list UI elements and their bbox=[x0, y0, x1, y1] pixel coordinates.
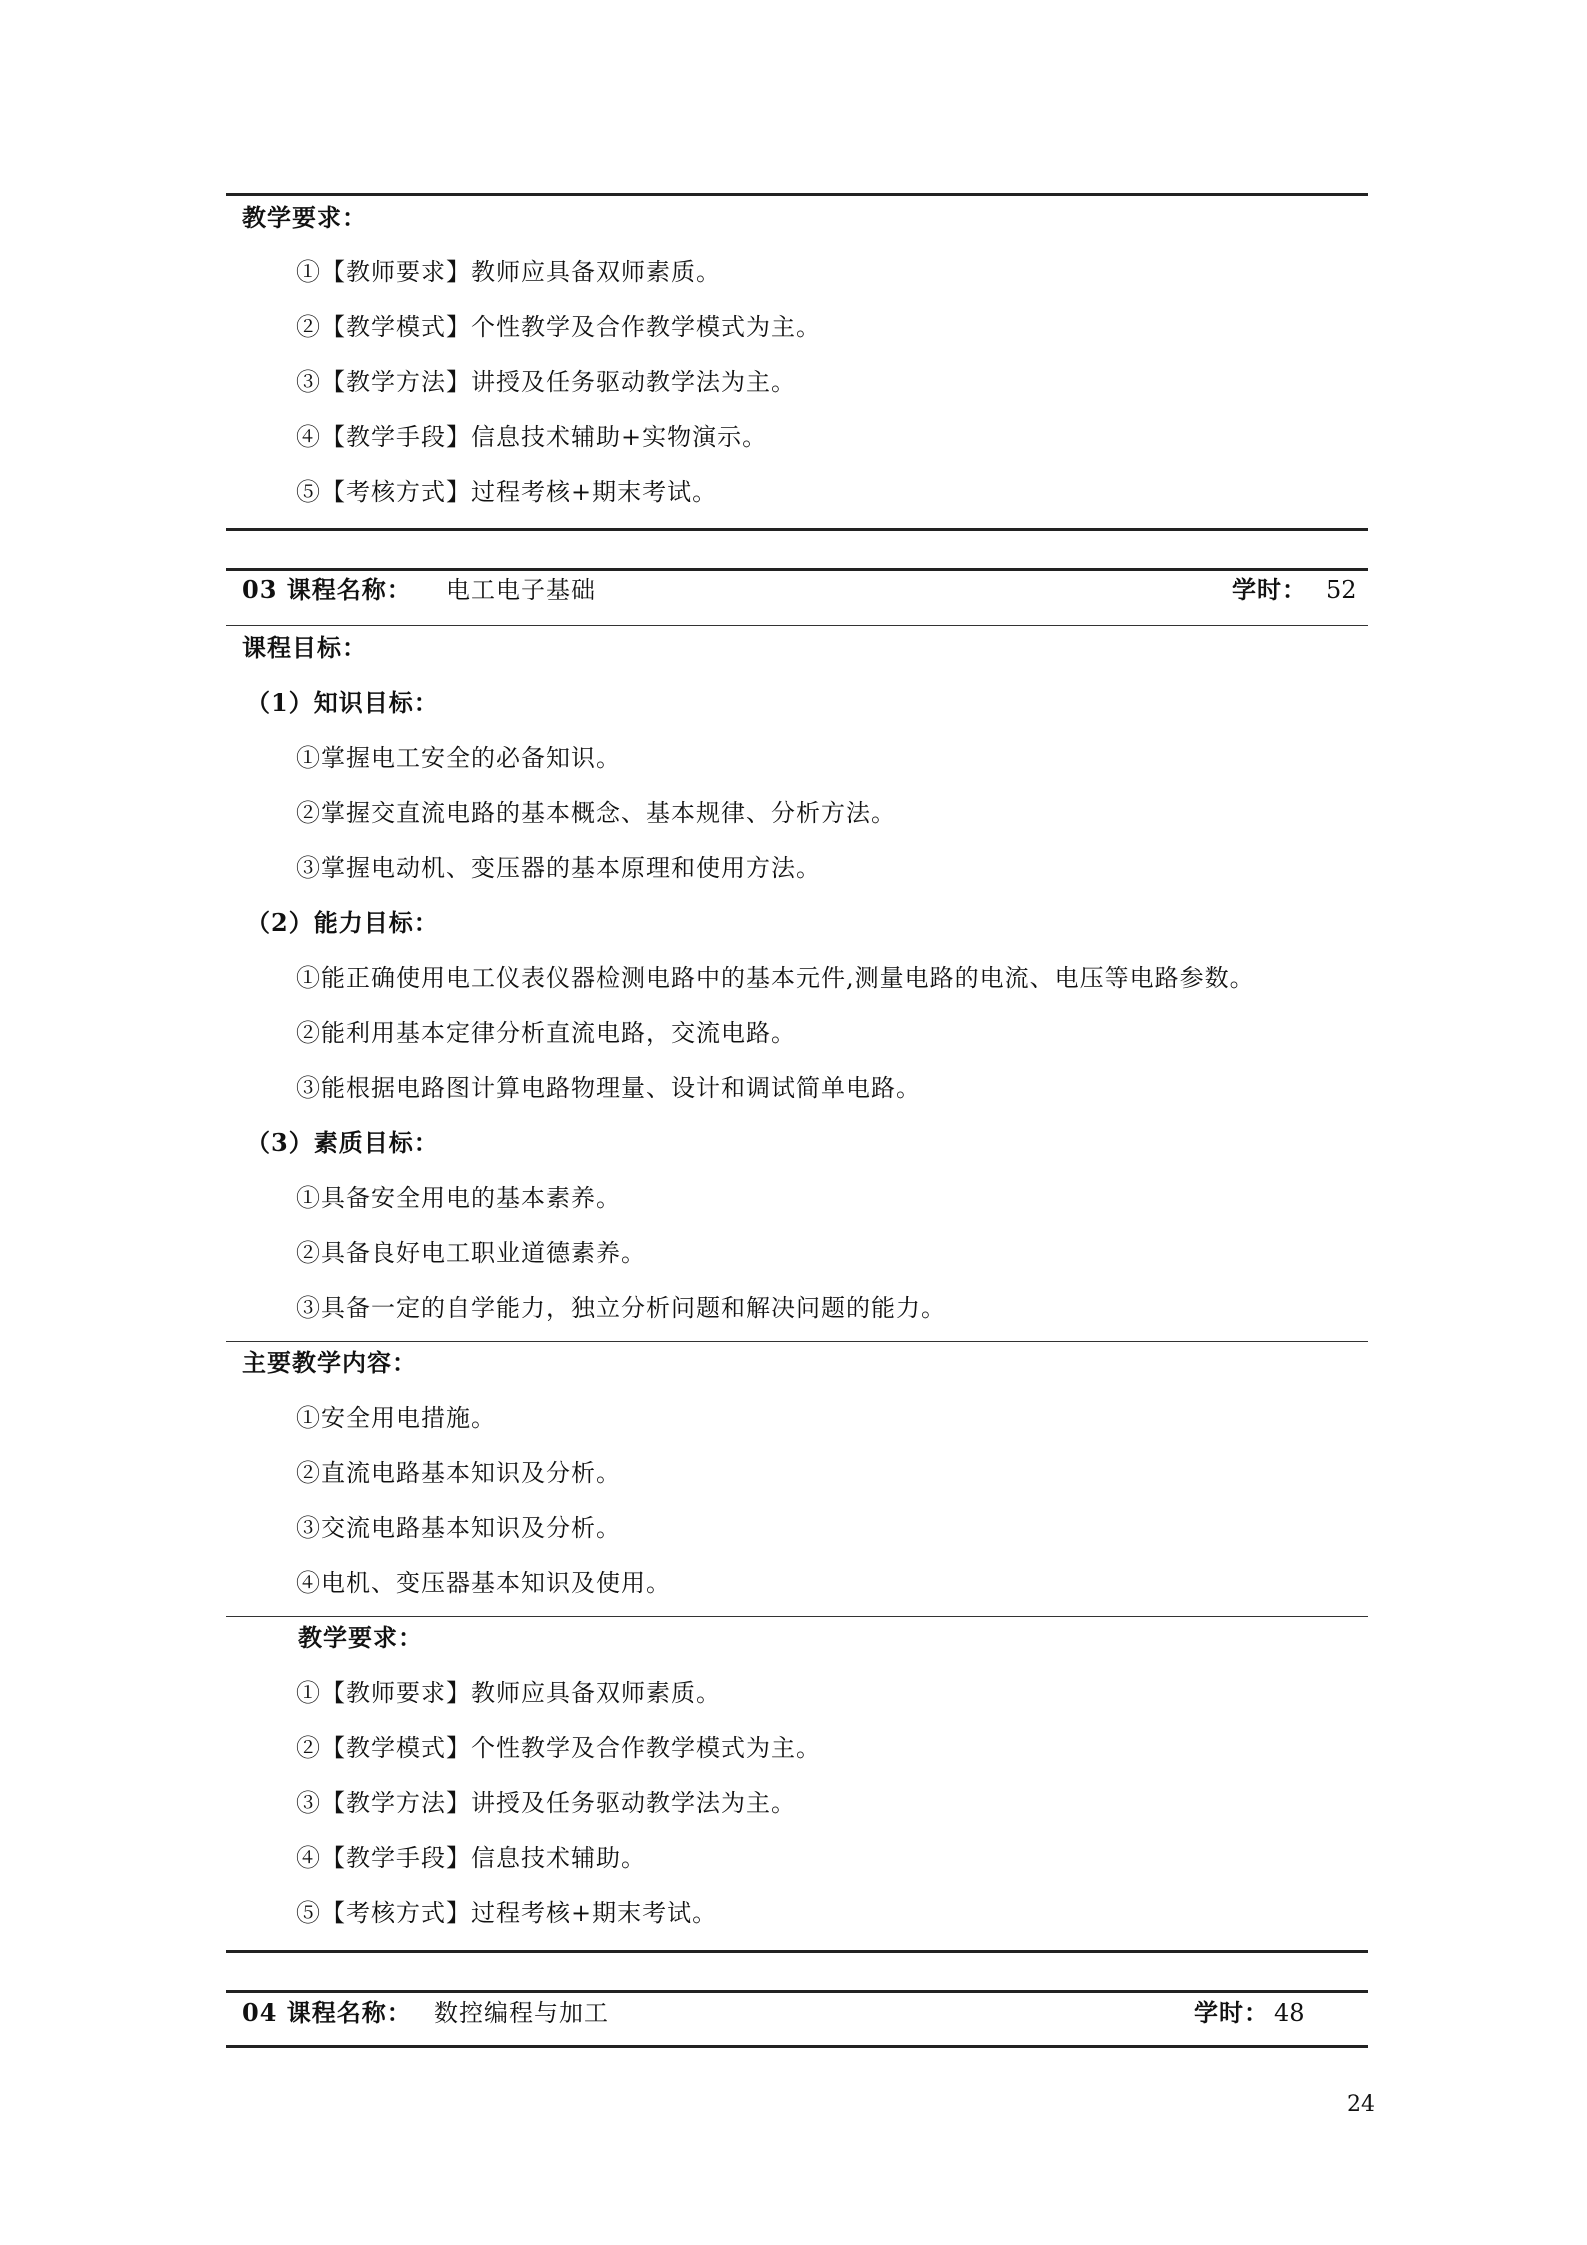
section-divider bbox=[226, 1341, 1368, 1342]
document-page bbox=[226, 0, 1368, 2245]
ability-objectives-title: （2）能力目标： bbox=[246, 908, 439, 937]
course-name: 电工电子基础 bbox=[446, 576, 596, 604]
objective-item: ③具备一定的自学能力，独立分析问题和解决问题的能力。 bbox=[296, 1294, 946, 1322]
knowledge-objectives-title: （1）知识目标： bbox=[246, 688, 439, 717]
section-divider bbox=[226, 1616, 1368, 1617]
course-header-top-rule bbox=[226, 568, 1368, 571]
objective-item: ②具备良好电工职业道德素养。 bbox=[296, 1239, 646, 1267]
course-name: 数控编程与加工 bbox=[434, 1999, 609, 2027]
page-number: 24 bbox=[1347, 2092, 1375, 2117]
table-top-rule bbox=[226, 193, 1368, 196]
content-item: ③交流电路基本知识及分析。 bbox=[296, 1514, 621, 1542]
course-name-label: 03 课程名称： bbox=[242, 575, 412, 604]
content-item: ④电机、变压器基本知识及使用。 bbox=[296, 1569, 671, 1597]
requirement-item: ④【教学手段】信息技术辅助+实物演示。 bbox=[296, 423, 768, 451]
requirement-item: ⑤【考核方式】过程考核+期末考试。 bbox=[296, 1899, 718, 1927]
requirement-item: ④【教学手段】信息技术辅助。 bbox=[296, 1844, 646, 1872]
objective-item: ②能利用基本定律分析直流电路，交流电路。 bbox=[296, 1019, 796, 1047]
content-item: ②直流电路基本知识及分析。 bbox=[296, 1459, 621, 1487]
table-bottom-rule bbox=[226, 528, 1368, 531]
objectives-heading: 课程目标： bbox=[242, 633, 367, 662]
content-heading: 主要教学内容： bbox=[242, 1348, 417, 1377]
course-header-top-rule bbox=[226, 1990, 1368, 1993]
objective-item: ③能根据电路图计算电路物理量、设计和调试简单电路。 bbox=[296, 1074, 921, 1102]
objective-item: ②掌握交直流电路的基本概念、基本规律、分析方法。 bbox=[296, 799, 896, 827]
requirement-item: ②【教学模式】个性教学及合作教学模式为主。 bbox=[296, 313, 821, 341]
objective-item: ①具备安全用电的基本素养。 bbox=[296, 1184, 621, 1212]
course-name-label: 04 课程名称： bbox=[242, 1998, 412, 2027]
course-header-bottom-rule bbox=[226, 625, 1368, 626]
hours-label: 学时： bbox=[1194, 1998, 1269, 2027]
requirement-item: ③【教学方法】讲授及任务驱动教学法为主。 bbox=[296, 1789, 796, 1817]
requirement-item: ②【教学模式】个性教学及合作教学模式为主。 bbox=[296, 1734, 821, 1762]
quality-objectives-title: （3）素质目标： bbox=[246, 1128, 439, 1157]
hours-value: 48 bbox=[1274, 1999, 1305, 2027]
course-header-bottom-rule bbox=[226, 2045, 1368, 2048]
requirement-item: ③【教学方法】讲授及任务驱动教学法为主。 bbox=[296, 368, 796, 396]
table-bottom-rule bbox=[226, 1950, 1368, 1953]
objective-item: ①掌握电工安全的必备知识。 bbox=[296, 744, 621, 772]
teaching-requirements-heading: 教学要求： bbox=[298, 1623, 423, 1652]
objective-item: ①能正确使用电工仪表仪器检测电路中的基本元件,测量电路的电流、电压等电路参数。 bbox=[296, 964, 1255, 992]
objective-item: ③掌握电动机、变压器的基本原理和使用方法。 bbox=[296, 854, 821, 882]
hours-label: 学时： bbox=[1232, 575, 1307, 604]
requirement-item: ⑤【考核方式】过程考核+期末考试。 bbox=[296, 478, 718, 506]
hours-value: 52 bbox=[1326, 576, 1357, 604]
requirement-item: ①【教师要求】教师应具备双师素质。 bbox=[296, 258, 721, 286]
requirement-item: ①【教师要求】教师应具备双师素质。 bbox=[296, 1679, 721, 1707]
content-item: ①安全用电措施。 bbox=[296, 1404, 496, 1432]
teaching-requirements-heading: 教学要求： bbox=[242, 203, 367, 232]
